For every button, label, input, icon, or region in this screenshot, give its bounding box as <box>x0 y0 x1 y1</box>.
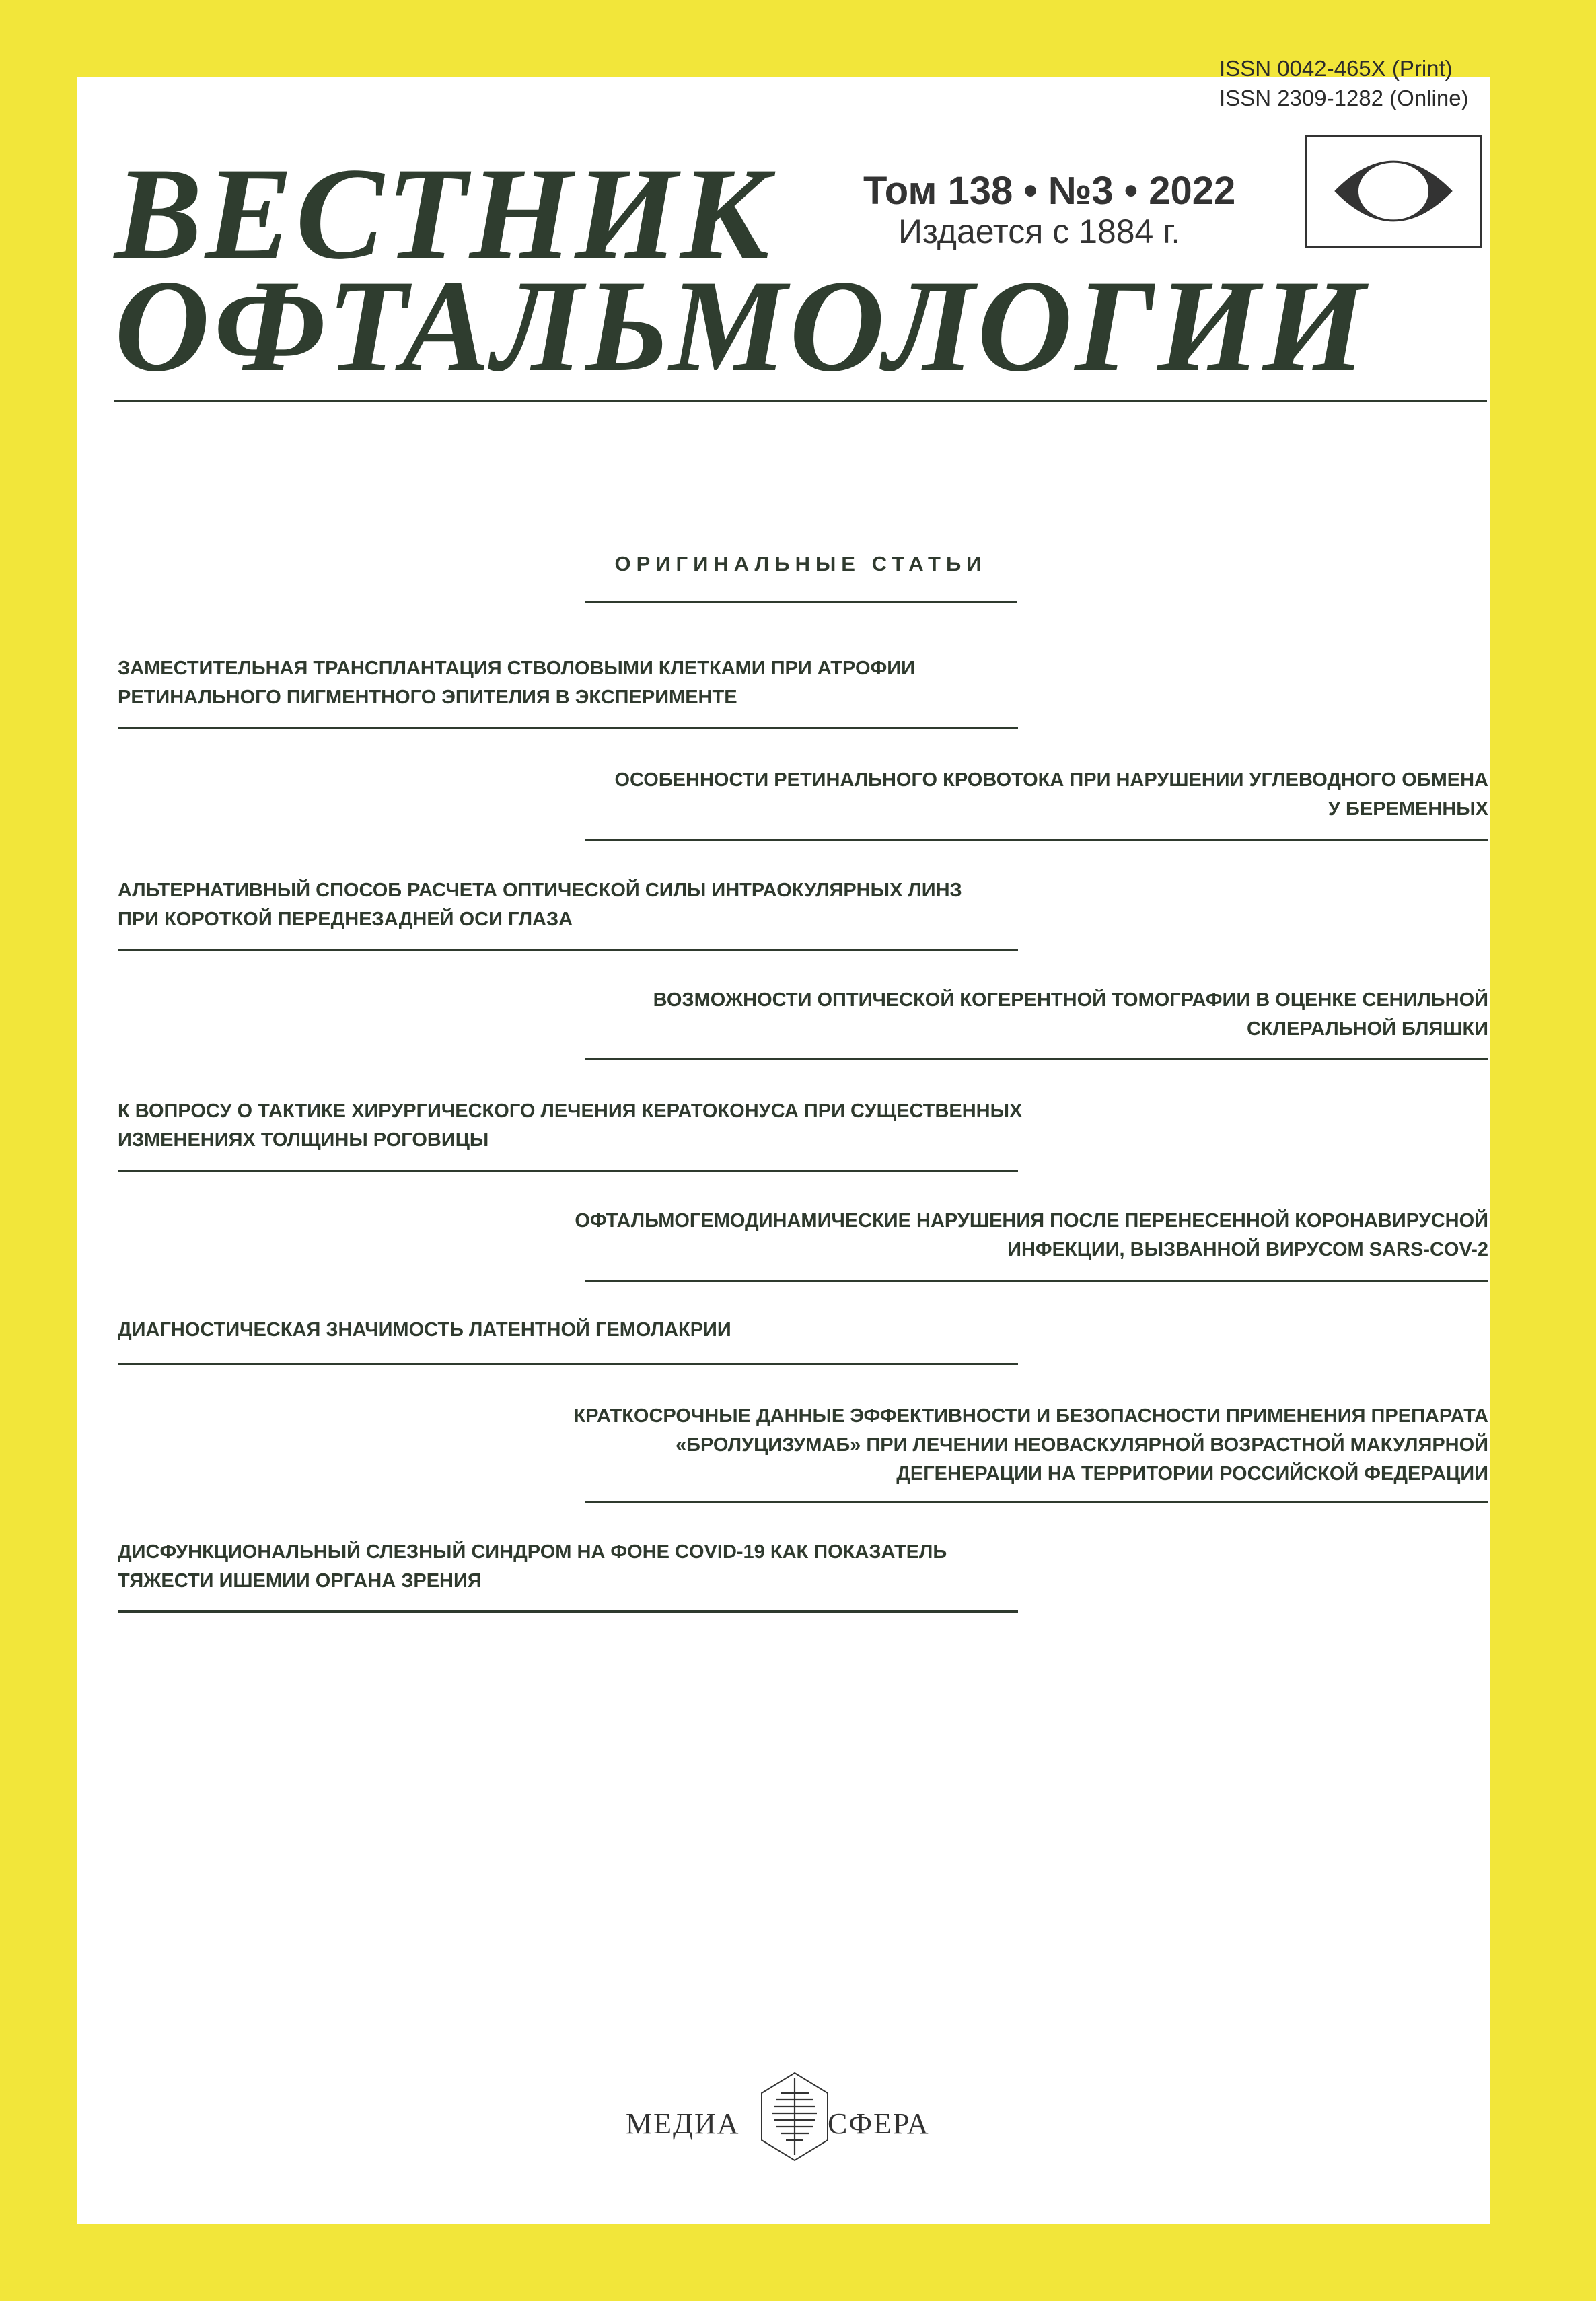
journal-title-line1: ВЕСТНИК <box>114 141 772 287</box>
masthead-divider <box>114 400 1487 402</box>
article-title <box>546 1207 1488 1265</box>
eye-logo <box>1305 135 1482 248</box>
article-line: ПРИ КОРОТКОЙ ПЕРЕДНЕЗАДНЕЙ ОСИ ГЛАЗА <box>118 909 573 930</box>
article-divider <box>585 1280 1488 1282</box>
article-divider <box>585 839 1488 841</box>
article-line: РЕТИНАЛЬНОГО ПИГМЕНТНОГО ЭПИТЕЛИЯ В ЭКСПЕРИМЕНТЕ <box>118 686 737 708</box>
issn-print: ISSN 0042-465X (Print) <box>1219 56 1453 81</box>
article-line: ИЗМЕНЕНИЯХ ТОЛЩИНЫ РОГОВИЦЫ <box>118 1129 489 1151</box>
article-title <box>546 1402 1488 1489</box>
article-line: ИНФЕКЦИИ, ВЫЗВАННОЙ ВИРУСОМ SARS-COV-2 <box>1007 1239 1488 1261</box>
article-divider <box>585 1058 1488 1060</box>
publisher-word-right: СФЕРА <box>828 2107 930 2140</box>
article-divider <box>585 1501 1488 1503</box>
issn-online: ISSN 2309-1282 (Online) <box>1219 85 1469 110</box>
article-title <box>546 986 1488 1044</box>
publisher-logo <box>622 2066 986 2167</box>
article-title <box>118 876 1060 934</box>
article-divider <box>118 949 1018 951</box>
article-divider <box>118 1170 1018 1172</box>
article-line: СКЛЕРАЛЬНОЙ БЛЯШКИ <box>1246 1018 1488 1040</box>
article-title <box>118 654 1060 712</box>
article-divider <box>118 727 1018 729</box>
article-divider <box>118 1610 1018 1613</box>
article-title <box>118 1538 1060 1596</box>
article-line: КРАТКОСРОЧНЫЕ ДАННЫЕ ЭФФЕКТИВНОСТИ И БЕЗОПАСНОСТИ ПРИМЕНЕНИЯ ПРЕПАРАТА <box>573 1405 1488 1427</box>
article-line: К ВОПРОСУ О ТАКТИКЕ ХИРУРГИЧЕСКОГО ЛЕЧЕНИЯ КЕРАТОКОНУСА ПРИ СУЩЕСТВЕННЫХ <box>118 1100 1023 1122</box>
article-line: ВОЗМОЖНОСТИ ОПТИЧЕСКОЙ КОГЕРЕНТНОЙ ТОМОГРАФИИ В ОЦЕНКЕ СЕНИЛЬНОЙ <box>653 989 1488 1011</box>
issn-block <box>1219 54 1469 113</box>
article-line: АЛЬТЕРНАТИВНЫЙ СПОСОБ РАСЧЕТА ОПТИЧЕСКОЙ СИЛЫ ИНТРАОКУЛЯРНЫХ ЛИНЗ <box>118 880 962 901</box>
publisher-word-left: МЕДИА <box>626 2107 740 2140</box>
volume-issue: Том 138 • №3 • 2022 <box>863 169 1236 213</box>
section-heading: ОРИГИНАЛЬНЫЕ СТАТЬИ <box>614 552 987 575</box>
article-title <box>118 1097 1060 1155</box>
article-line: «БРОЛУЦИЗУМАБ» ПРИ ЛЕЧЕНИИ НЕОВАСКУЛЯРНОЙ ВОЗРАСТНОЙ МАКУЛЯРНОЙ <box>675 1434 1488 1456</box>
article-title <box>118 1316 1060 1345</box>
globe-emblem-icon <box>755 2066 834 2167</box>
eye-icon <box>1307 137 1480 246</box>
article-line: ОФТАЛЬМОГЕМОДИНАМИЧЕСКИЕ НАРУШЕНИЯ ПОСЛЕ ПЕРЕНЕСЕННОЙ КОРОНАВИРУСНОЙ <box>575 1210 1488 1232</box>
article-line: ЗАМЕСТИТЕЛЬНАЯ ТРАНСПЛАНТАЦИЯ СТВОЛОВЫМИ КЛЕТКАМИ ПРИ АТРОФИИ <box>118 658 915 679</box>
article-title <box>546 766 1488 824</box>
section-divider <box>585 601 1017 603</box>
published-since: Издается с 1884 г. <box>898 213 1181 250</box>
article-line: ДИАГНОСТИЧЕСКАЯ ЗНАЧИМОСТЬ ЛАТЕНТНОЙ ГЕМОЛАКРИИ <box>118 1319 731 1341</box>
article-line: ДЕГЕНЕРАЦИИ НА ТЕРРИТОРИИ РОССИЙСКОЙ ФЕДЕРАЦИИ <box>896 1463 1488 1485</box>
article-divider <box>118 1363 1018 1365</box>
article-line: У БЕРЕМЕННЫХ <box>1328 798 1488 820</box>
article-line: ОСОБЕННОСТИ РЕТИНАЛЬНОГО КРОВОТОКА ПРИ НАРУШЕНИИ УГЛЕВОДНОГО ОБМЕНА <box>614 769 1488 791</box>
article-line: ТЯЖЕСТИ ИШЕМИИ ОРГАНА ЗРЕНИЯ <box>118 1570 482 1592</box>
journal-title-line2: ОФТАЛЬМОЛОГИИ <box>114 253 1369 399</box>
article-line: ДИСФУНКЦИОНАЛЬНЫЙ СЛЕЗНЫЙ СИНДРОМ НА ФОНЕ COVID-19 КАК ПОКАЗАТЕЛЬ <box>118 1541 947 1563</box>
